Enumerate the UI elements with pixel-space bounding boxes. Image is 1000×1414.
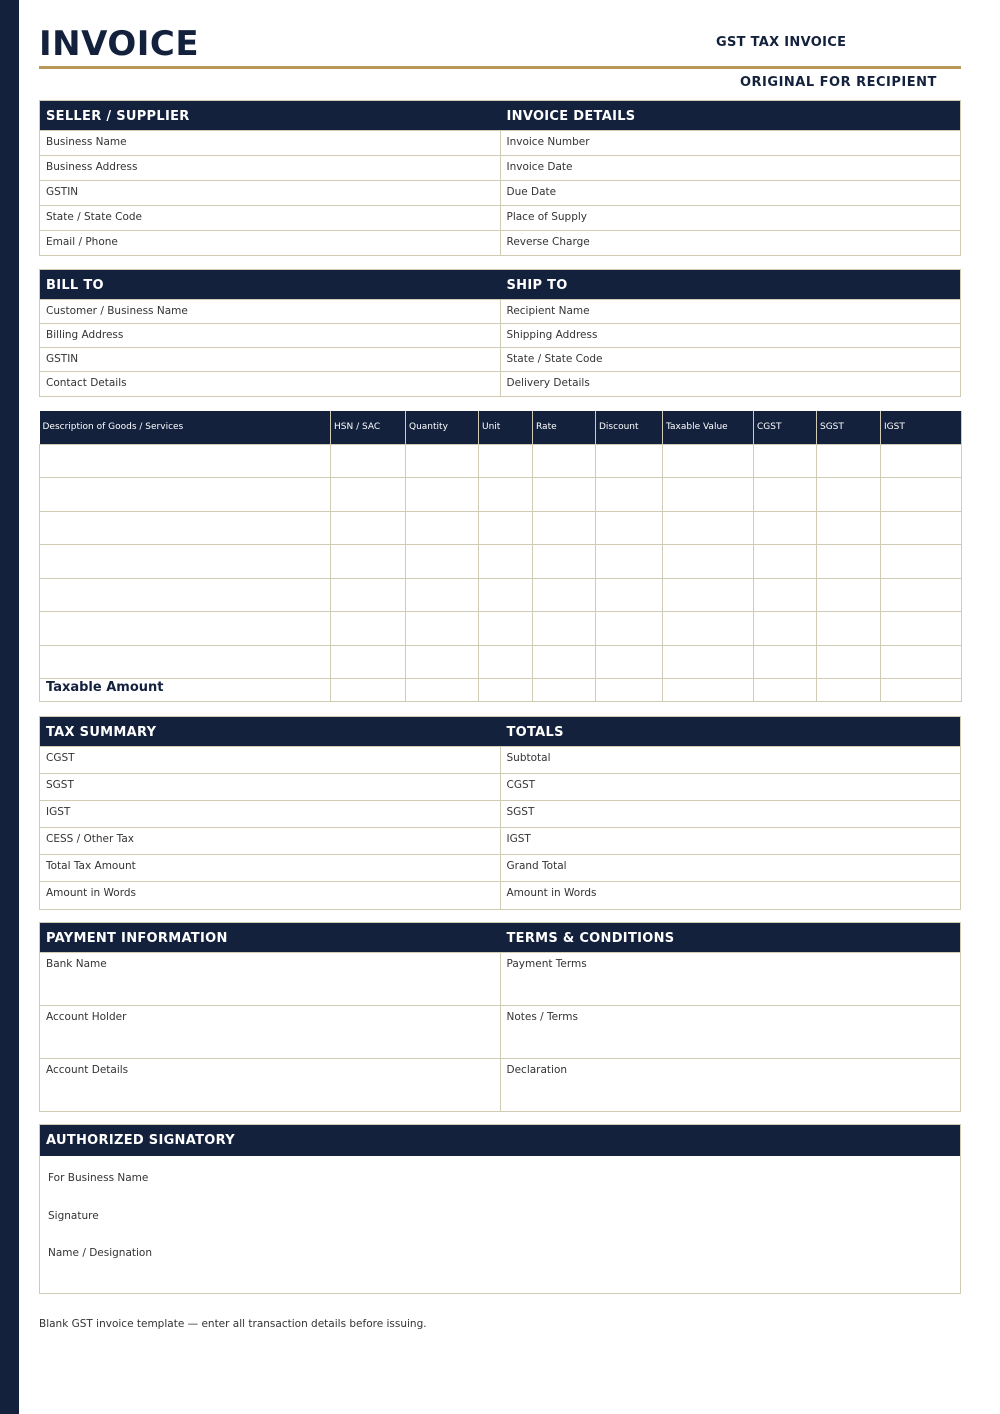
col-igst: IGST (881, 411, 962, 444)
field-row (40, 827, 960, 854)
invoice-date-field[interactable]: Invoice Date (506, 161, 573, 173)
recipient-name-field[interactable]: Recipient Name (506, 305, 590, 317)
summary-cgst-field[interactable]: CGST (40, 747, 501, 773)
field-row (40, 230, 960, 255)
totals-igst-field[interactable]: IGST (506, 833, 531, 845)
bill-to-heading: BILL TO (46, 278, 104, 293)
table-row (40, 444, 962, 478)
signatory-section (39, 1124, 961, 1294)
invoice-title: INVOICE (39, 24, 200, 64)
section-header (40, 101, 960, 130)
field-row (40, 746, 960, 773)
field-row (40, 347, 960, 371)
table-row (40, 478, 962, 512)
reverse-charge-field[interactable]: Reverse Charge (506, 236, 590, 248)
line-items-table (39, 411, 962, 702)
billing-address-field[interactable]: Billing Address (40, 324, 501, 347)
ship-to-heading: SHIP TO (506, 278, 568, 293)
field-row (40, 371, 960, 396)
section-header (40, 717, 960, 746)
account-holder-field[interactable]: Account Holder (40, 1006, 501, 1058)
terms-heading: TERMS & CONDITIONS (506, 931, 675, 946)
summary-sgst-field[interactable]: SGST (40, 774, 501, 800)
field-row (40, 773, 960, 800)
place-of-supply-field[interactable]: Place of Supply (506, 211, 587, 223)
col-discount: Discount (596, 411, 663, 444)
col-sgst: SGST (817, 411, 881, 444)
delivery-details-field[interactable]: Delivery Details (506, 377, 590, 389)
sidebar-accent-bar (0, 0, 19, 1414)
copy-label: ORIGINAL FOR RECIPIENT (740, 75, 937, 90)
tax-amount-words-field[interactable]: Amount in Words (40, 882, 501, 909)
table-row (40, 578, 962, 612)
seller-invoice-section (39, 100, 961, 256)
section-header (40, 923, 960, 952)
totals-sgst-field[interactable]: SGST (506, 806, 535, 818)
field-row (40, 800, 960, 827)
gst-tax-invoice-label: GST TAX INVOICE (716, 35, 847, 50)
contact-details-field[interactable]: Contact Details (40, 372, 501, 396)
bank-name-field[interactable]: Bank Name (40, 953, 501, 1005)
notes-terms-field[interactable]: Notes / Terms (506, 1011, 578, 1023)
section-header (40, 1125, 960, 1156)
grand-total-field[interactable]: Grand Total (506, 860, 567, 872)
col-taxable-value: Taxable Value (663, 411, 754, 444)
seller-gstin-field[interactable]: GSTIN (40, 181, 501, 205)
email-phone-field[interactable]: Email / Phone (40, 231, 501, 255)
seller-state-field[interactable]: State / State Code (40, 206, 501, 230)
ship-state-field[interactable]: State / State Code (506, 353, 603, 365)
tax-summary-heading: TAX SUMMARY (46, 725, 157, 740)
signatory-heading: AUTHORIZED SIGNATORY (46, 1133, 235, 1148)
table-row (40, 612, 962, 646)
payment-terms-field[interactable]: Payment Terms (506, 958, 587, 970)
cess-field[interactable]: CESS / Other Tax (40, 828, 501, 854)
customer-gstin-field[interactable]: GSTIN (40, 348, 501, 371)
name-designation-field[interactable]: Name / Designation (48, 1247, 152, 1259)
field-row (40, 952, 960, 1005)
footnote: Blank GST invoice template — enter all transaction details before issuing. (39, 1318, 427, 1330)
summary-igst-field[interactable]: IGST (40, 801, 501, 827)
table-row (40, 545, 962, 579)
invoice-details-heading: INVOICE DETAILS (506, 109, 636, 124)
total-tax-field[interactable]: Total Tax Amount (40, 855, 501, 881)
total-amount-words-field[interactable]: Amount in Words (506, 887, 597, 899)
field-row (40, 180, 960, 205)
business-address-field[interactable]: Business Address (40, 156, 501, 180)
subtotal-field[interactable]: Subtotal (506, 752, 551, 764)
col-unit: Unit (479, 411, 533, 444)
signature-field[interactable]: Signature (48, 1209, 99, 1222)
payment-terms-section (39, 922, 961, 1112)
signatory-body (40, 1156, 960, 1285)
totals-heading: TOTALS (506, 725, 564, 740)
field-row (40, 854, 960, 881)
tax-totals-section (39, 716, 961, 910)
col-hsn-sac: HSN / SAC (331, 411, 406, 444)
col-cgst: CGST (754, 411, 817, 444)
col-rate: Rate (533, 411, 596, 444)
shipping-address-field[interactable]: Shipping Address (506, 329, 598, 341)
customer-name-field[interactable]: Customer / Business Name (40, 300, 501, 323)
declaration-field[interactable]: Declaration (506, 1064, 568, 1076)
due-date-field[interactable]: Due Date (506, 186, 557, 198)
field-row (40, 205, 960, 230)
seller-heading: SELLER / SUPPLIER (46, 109, 190, 124)
business-name-field[interactable]: Business Name (40, 131, 501, 155)
field-row (40, 1005, 960, 1058)
account-details-field[interactable]: Account Details (40, 1059, 501, 1111)
payment-heading: PAYMENT INFORMATION (46, 931, 228, 946)
col-description: Description of Goods / Services (40, 411, 331, 444)
for-business-field[interactable]: For Business Name (48, 1172, 149, 1184)
field-row (40, 323, 960, 347)
section-header (40, 270, 960, 299)
field-row (40, 299, 960, 323)
totals-cgst-field[interactable]: CGST (506, 779, 536, 791)
table-row (40, 645, 962, 679)
col-quantity: Quantity (406, 411, 479, 444)
field-row (40, 130, 960, 155)
table-header-row (40, 411, 962, 444)
header-divider (39, 66, 961, 69)
bill-ship-section (39, 269, 961, 397)
table-row (40, 511, 962, 545)
field-row (40, 881, 960, 909)
field-row (40, 155, 960, 180)
field-row (40, 1058, 960, 1111)
taxable-amount-row (40, 679, 962, 702)
invoice-number-field[interactable]: Invoice Number (506, 136, 590, 148)
taxable-amount-label: Taxable Amount (40, 679, 331, 702)
